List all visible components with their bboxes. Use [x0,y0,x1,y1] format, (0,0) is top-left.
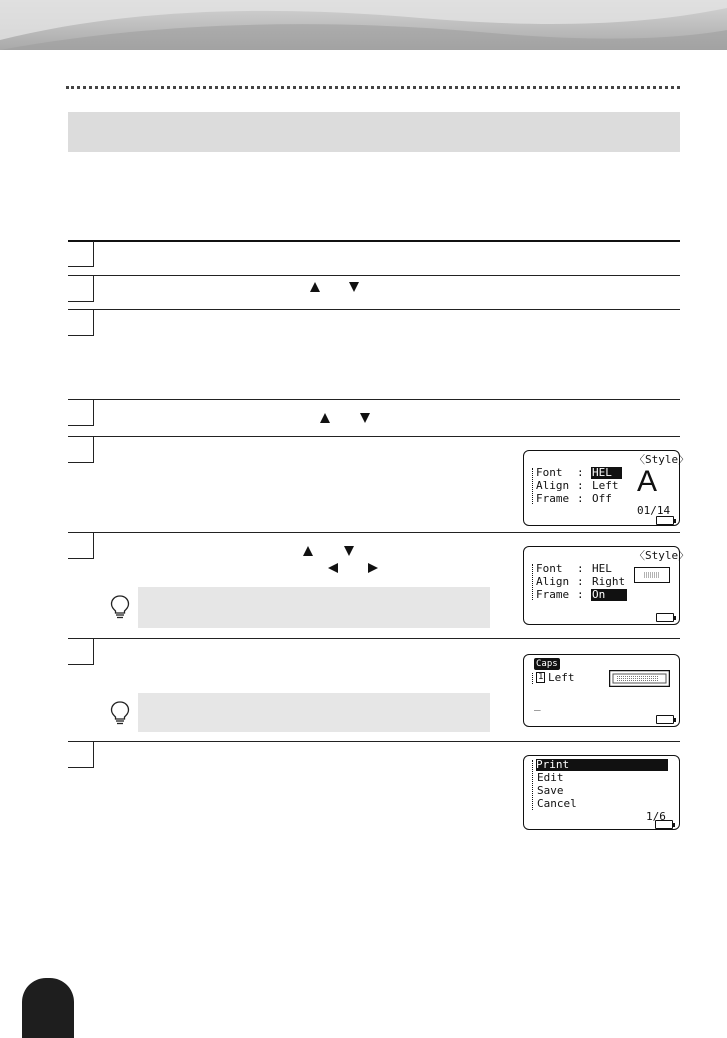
step-7-rule [68,638,680,639]
step-7-marker [68,639,94,665]
font-preview-glyph: A [637,465,658,498]
scroll-indicator [532,564,533,600]
section-heading-bar [68,112,680,152]
step-2-marker [68,276,94,302]
lightbulb-icon [109,594,131,620]
step-3-rule [68,309,680,310]
lcd-title: 〈Style〉 [634,549,690,562]
step-5-marker [68,437,94,463]
menu-item-save[interactable]: Save [537,784,564,797]
hint-box [138,693,490,732]
dotted-divider [66,86,680,89]
left-arrow-icon [327,562,339,574]
step-4-marker [68,400,94,426]
lcd-separator: : [577,479,584,492]
step-4-rule [68,399,680,400]
battery-icon [655,820,673,829]
lcd-title: 〈Style〉 [634,453,690,466]
lcd-value-frame: Off [592,492,612,505]
banner-swoosh [0,0,727,50]
lcd-page-counter: 01/14 [637,504,671,517]
lcd-separator: : [577,466,584,479]
scroll-indicator [532,760,533,810]
down-arrow-icon [348,281,360,293]
menu-item-cancel[interactable]: Cancel [537,797,577,810]
lightbulb-icon [109,700,131,726]
battery-icon [656,516,674,525]
hint-box [138,587,490,628]
lcd-label-frame: Frame [536,588,570,601]
frame-preview-icon [609,670,670,687]
lcd-text-entry-screen [523,654,680,727]
down-arrow-icon [343,545,355,557]
battery-icon [656,613,674,622]
up-arrow-icon [302,545,314,557]
text-cursor: _ [534,698,541,711]
lcd-print-menu-screen [523,755,680,830]
menu-item-edit[interactable]: Edit [537,771,564,784]
up-arrow-icon [309,281,321,293]
lcd-separator: : [577,562,584,575]
header-banner [0,0,727,50]
lcd-style-screen [523,450,690,526]
steps-top-rule [68,240,680,242]
menu-item-print[interactable]: Print [536,759,668,771]
scroll-indicator [532,673,533,684]
right-arrow-icon [367,562,379,574]
frame-preview-icon [634,567,670,583]
lcd-page-counter: 1/6 [646,810,666,823]
lcd-value-font: HEL [592,562,612,575]
down-arrow-icon [359,412,371,424]
lcd-label-frame: Frame [536,492,570,505]
step-1-marker [68,241,94,267]
step-6-rule [68,532,680,533]
lcd-separator: : [577,575,584,588]
step-8-rule [68,741,680,742]
lcd-value-font: HEL [591,467,622,479]
scroll-indicator [532,468,533,504]
page-number-tab [22,978,74,1038]
lcd-separator: : [577,492,584,505]
lcd-label-align: Align [536,575,570,588]
lcd-value-align: Left [592,479,619,492]
lcd-value-frame: On [591,589,627,601]
lcd-value-align: Right [592,575,626,588]
lcd-style-screen [523,546,690,625]
lcd-label-align: Align [536,479,570,492]
step-8-marker [68,742,94,768]
lcd-separator: : [577,588,584,601]
battery-icon [656,715,674,724]
step-3-marker [68,310,94,336]
step-5-rule [68,436,680,437]
lcd-label-font: Font [536,562,563,575]
caps-badge: Caps [536,659,558,669]
up-arrow-icon [319,412,331,424]
step-2-rule [68,275,680,276]
lcd-label-font: Font [536,466,563,479]
lcd-line-text: Left [548,671,575,684]
step-6-marker [68,533,94,559]
line-number-badge: 1 [538,672,544,682]
